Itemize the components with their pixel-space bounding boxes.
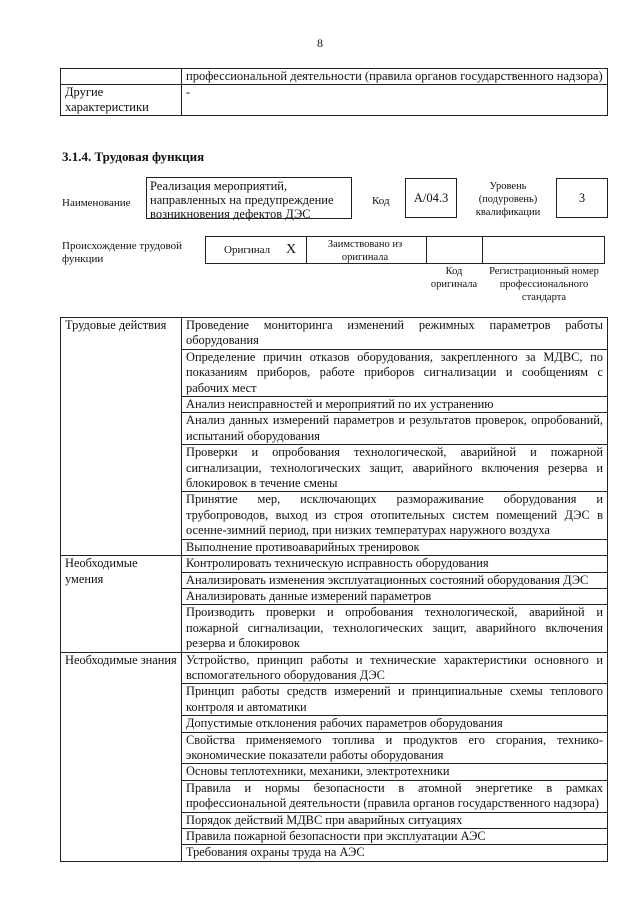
origin-box: [205, 236, 605, 264]
original-label: Оригинал: [224, 244, 271, 256]
qualification-level-label: Уровень (подуровень) квалификации: [475, 181, 541, 218]
required-knowledge-item: Правила пожарной безопасности при эксплуатации АЭС: [182, 829, 608, 845]
required-knowledge-item: Свойства применяемого топлива и продуктов его сгорания, технико-экономические показатели работы оборудования: [182, 732, 608, 764]
labor-actions-item: Определение причин отказов оборудования, закрепленного за МДВС, по показаниям приборов, работе приборов сигнализации и сообщениям с рабочих мест: [182, 349, 608, 396]
original-checkmark: X: [286, 242, 297, 257]
code-value-box: A/04.3: [405, 178, 457, 218]
labor-actions-item: Принятие мер, исключающих размораживание оборудования и трубопроводов, выход из строя отопительных систем помещений ДЭС в осенне-зимний период, при низких температурах наружного воздуха: [182, 492, 608, 539]
code-label: Код: [372, 195, 390, 207]
table-row: [61, 69, 608, 85]
table-row: [61, 318, 608, 350]
empty-cell: [61, 69, 182, 85]
origin-label: Происхождение трудовой функции: [62, 240, 183, 265]
divider: [482, 237, 483, 263]
labor-actions-item: Проведение мониторинга изменений режимных параметров работы оборудования: [182, 318, 608, 350]
required-skills-item: Анализировать данные измерений параметров: [182, 588, 608, 604]
required-skills-item: Контролировать техническую исправность оборудования: [182, 556, 608, 572]
name-label: Наименование: [62, 197, 131, 209]
divider: [306, 237, 307, 263]
required-skills-item: Производить проверки и опробования технологической, аварийной и пожарной сигнализации, технологических защит, аварийного включения резерва и блокировок: [182, 605, 608, 652]
required-knowledge-item: Принцип работы средств измерений и принципиальные схемы теплового контроля и автоматики: [182, 684, 608, 716]
labor-actions-item: Проверки и опробования технологической, аварийной и пожарной сигнализации, технологических защит, аварийного включения резерва и блокировок в течение смены: [182, 445, 608, 492]
table-row: [61, 652, 608, 684]
labor-actions-item: Анализ данных измерений параметров и результатов проверок, опробований, испытаний оборудования: [182, 413, 608, 445]
function-name-box: Реализация мероприятий, направленных на предупреждение возникновения дефектов ДЭС: [146, 177, 352, 219]
other-characteristics-label: Другие характеристики: [61, 85, 182, 116]
original-code-caption: Код оригинала: [430, 266, 478, 290]
required-skills-item: Анализировать изменения эксплуатационных состояний оборудования ДЭС: [182, 572, 608, 588]
required-knowledge-label: Необходимые знания: [61, 652, 182, 861]
other-characteristics-value: -: [182, 85, 608, 116]
registration-number-caption: Регистрационный номер профессионального стандарта: [489, 266, 599, 303]
labor-function-table: [60, 317, 608, 862]
required-knowledge-item: Устройство, принцип работы и технические характеристики основного и вспомогательного оборудования ДЭС: [182, 652, 608, 684]
page-number: 8: [317, 36, 323, 50]
section-title: 3.1.4. Трудовая функция: [62, 149, 205, 164]
labor-actions-label: Трудовые действия: [61, 318, 182, 556]
continued-table: [60, 68, 608, 116]
table-row: [61, 556, 608, 572]
continued-text: профессиональной деятельности (правила органов государственного надзора): [182, 69, 608, 85]
required-skills-label: Необходимые умения: [61, 556, 182, 652]
labor-actions-item: Выполнение противоаварийных тренировок: [182, 539, 608, 555]
required-knowledge-item: Порядок действий МДВС при аварийных ситуациях: [182, 812, 608, 828]
required-knowledge-item: Основы теплотехники, механики, электротехники: [182, 764, 608, 780]
divider: [426, 237, 427, 263]
qualification-level-box: 3: [556, 178, 608, 218]
table-row: [61, 85, 608, 116]
required-knowledge-item: Требования охраны труда на АЭС: [182, 845, 608, 861]
labor-actions-item: Анализ неисправностей и мероприятий по их устранению: [182, 397, 608, 413]
borrowed-label: Заимствовано из оригинала: [327, 239, 403, 263]
required-knowledge-item: Правила и нормы безопасности в атомной энергетике в рамках профессиональной деятельности (правила органов государственного надзора): [182, 780, 608, 812]
required-knowledge-item: Допустимые отклонения рабочих параметров оборудования: [182, 716, 608, 732]
